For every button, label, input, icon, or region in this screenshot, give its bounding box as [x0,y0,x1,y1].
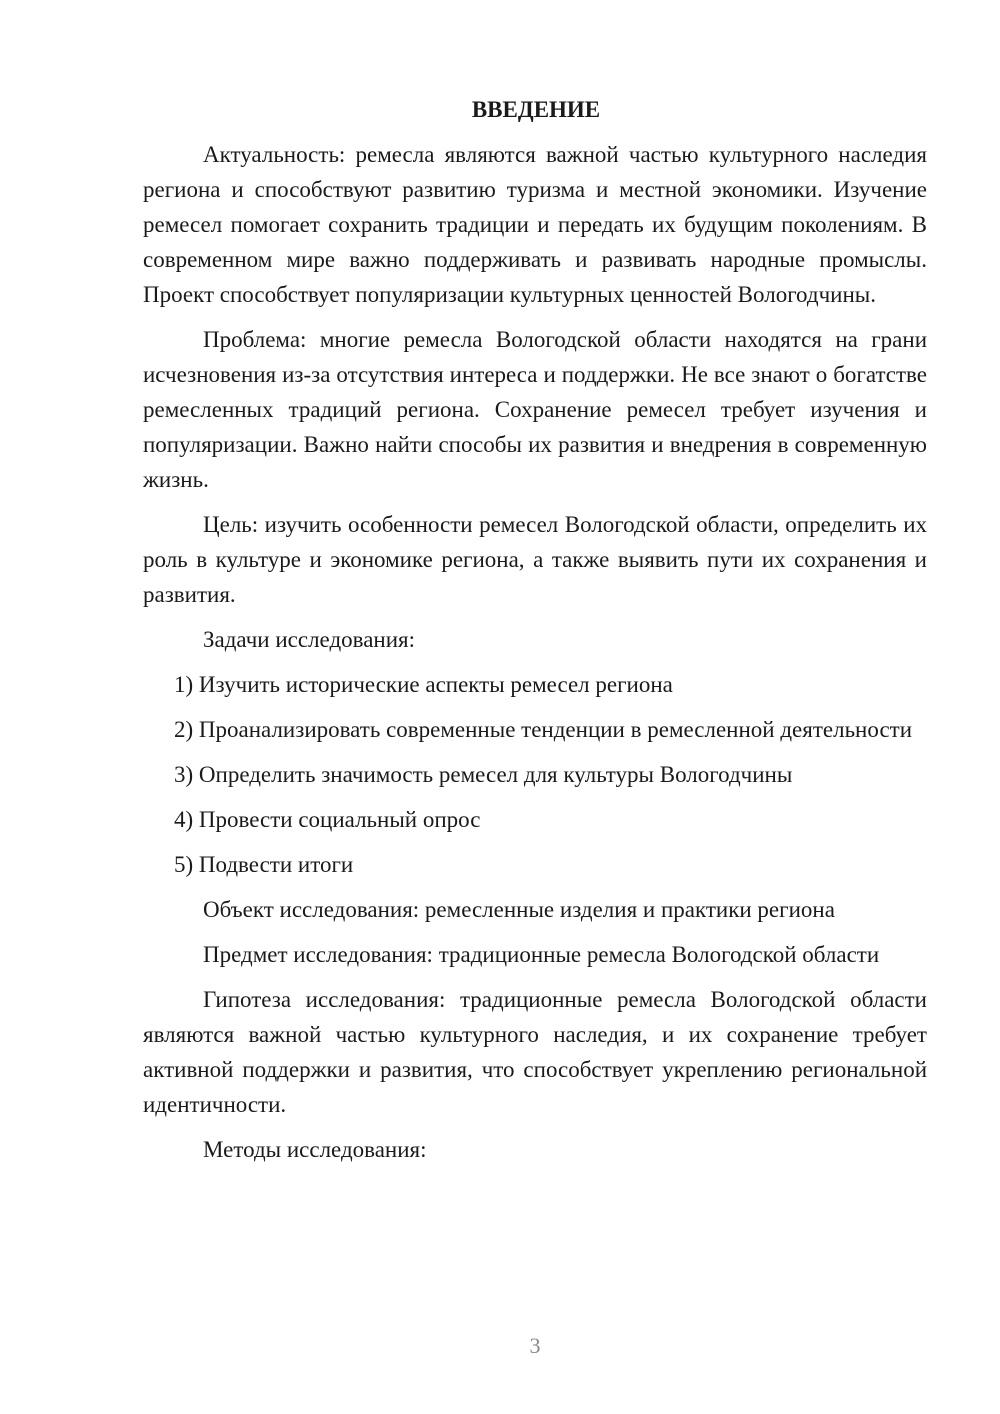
section-title: ВВЕДЕНИЕ [471,97,601,122]
goal-paragraph: Цель: изучить особенности ремесел Вологодской области, определить их роль в культуре и экономике региона, а также выявить пути их сохранения и развития. [143,512,927,607]
task-item-2: 2) Проанализировать современные тенденции в ремесленной деятельности [174,717,913,742]
task-item-4: 4) Провести социальный опрос [174,807,481,832]
problem-paragraph: Проблема: многие ремесла Вологодской области находятся на грани исчезновения из-за отсутствия интереса и поддержки. Не все знают о богатстве ремесленных традиций региона. Сохранение ремесел требует изучения и популяризации. Важно найти способы их развития и внедрения в современную жизнь. [143,327,927,492]
task-item-1: 1) Изучить исторические аспекты ремесел региона [174,672,673,697]
tasks-heading: Задачи исследования: [203,627,416,652]
hypothesis-paragraph: Гипотеза исследования: традиционные ремесла Вологодской области являются важной частью культурного наследия, и их сохранение требует активной поддержки и развития, что способствует укреплению региональной идентичности. [143,987,927,1117]
methods-paragraph: Методы исследования: [203,1137,427,1162]
relevance-paragraph: Актуальность: ремесла являются важной частью культурного наследия региона и способствуют развитию туризма и местной экономики. Изучение ремесел помогает сохранить традиции и передать их будущим поколениям. В современном мире важно поддерживать и развивать народные промыслы. Проект способствует популяризации культурных ценностей Вологодчины. [143,142,927,307]
page-number: 3 [529,1333,541,1358]
page-content [143,92,927,1177]
subject-paragraph: Предмет исследования: традиционные ремесла Вологодской области [203,942,880,967]
task-item-3: 3) Определить значимость ремесел для культуры Вологодчины [174,762,793,787]
task-item-5: 5) Подвести итоги [174,852,354,877]
object-paragraph: Объект исследования: ремесленные изделия и практики региона [203,897,835,922]
